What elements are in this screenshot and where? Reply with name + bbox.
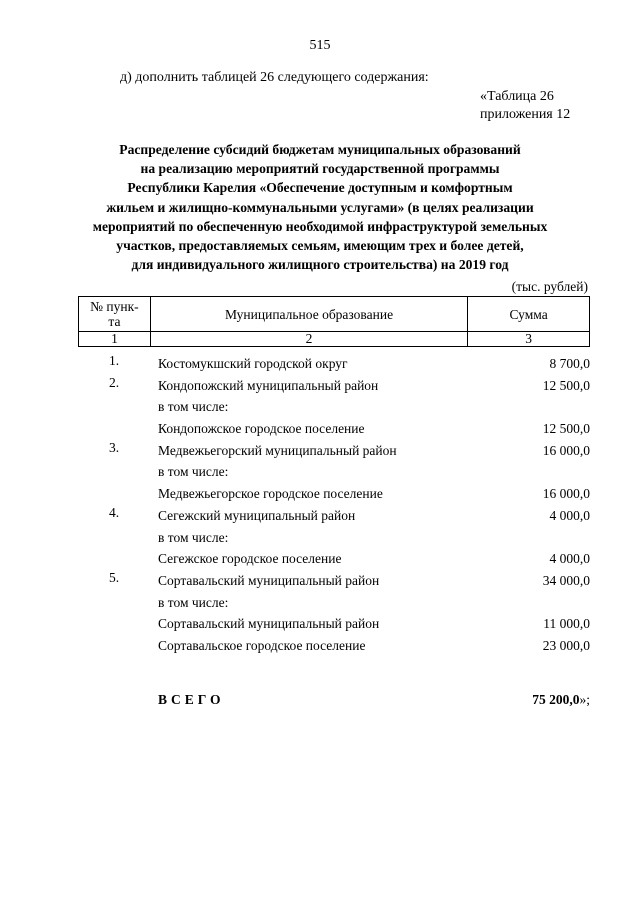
column-number-row: [79, 332, 590, 347]
table-row: [78, 526, 590, 548]
row-sum: 11 000,0: [543, 616, 590, 632]
row-sum: 8 700,0: [549, 356, 590, 371]
table-row: [78, 547, 590, 569]
row-sum: 4 000,0: [549, 551, 590, 567]
table-row: [78, 569, 590, 591]
units-label: (тыс. рублей): [511, 279, 588, 294]
total-label: ВСЕГО: [158, 692, 225, 707]
row-sum: 34 000,0: [542, 572, 590, 588]
row-sum: 4 000,0: [549, 507, 590, 523]
title-line: жильем и жилищно-коммунальными услугами» (в целях реализации: [106, 199, 534, 215]
row-sum: 12 500,0: [542, 421, 590, 437]
row-municipality: Медвежьегорский муниципальный район: [158, 442, 397, 458]
row-sum: 16 000,0: [542, 442, 590, 458]
page-number: 515: [309, 38, 331, 53]
column-number: 3: [468, 332, 590, 347]
table-header: [78, 296, 590, 347]
row-municipality: Сортавальское городское поселение: [158, 637, 366, 653]
row-municipality: в том числе:: [158, 399, 229, 415]
table-row: [78, 591, 590, 613]
table-row: [78, 439, 590, 461]
table-row: [78, 482, 590, 504]
table-reference-line: «Таблица 26: [480, 89, 554, 104]
table-row: [78, 460, 590, 482]
column-number: 2: [150, 332, 467, 347]
column-number: 1: [79, 332, 151, 347]
total-amount: 75 200,0: [532, 692, 580, 707]
table-reference-line: приложения 12: [480, 107, 571, 122]
document-title: [60, 140, 580, 274]
row-municipality: Сегежский муниципальный район: [158, 507, 356, 523]
title-line: мероприятий по обеспеченную необходимой инфраструктурой земельных: [92, 218, 548, 234]
table-row: [78, 352, 590, 374]
row-municipality: Медвежьегорское городское поселение: [158, 486, 383, 502]
header-item-number: № пунк- та: [79, 297, 151, 332]
total-suffix: »;: [579, 692, 590, 707]
row-sum: 12 500,0: [542, 377, 590, 393]
row-municipality: в том числе:: [158, 594, 229, 610]
row-municipality: Сегежское городское поселение: [158, 551, 342, 567]
row-sum: 23 000,0: [542, 637, 590, 653]
table-row: [78, 634, 590, 656]
title-line: для индивидуального жилищного строительства) на 2019 год: [131, 257, 509, 273]
table-row: [78, 374, 590, 396]
row-municipality: в том числе:: [158, 464, 229, 480]
row-number: 2.: [108, 374, 120, 390]
title-line: на реализацию мероприятий государственной программы: [140, 161, 500, 177]
table-row: [78, 395, 590, 417]
row-number: 1.: [108, 353, 120, 368]
row-municipality: Кондопожское городское поселение: [158, 421, 365, 437]
row-municipality: Сортавальский муниципальный район: [158, 616, 380, 632]
row-municipality: в том числе:: [158, 529, 229, 545]
intro-text: д) дополнить таблицей 26 следующего содержания:: [120, 70, 429, 85]
row-municipality: Костомукшский городской округ: [158, 356, 348, 371]
table-row: [78, 612, 590, 634]
table-body: [78, 352, 590, 656]
row-sum: 16 000,0: [542, 486, 590, 502]
header-row: [79, 297, 590, 332]
row-municipality: Сортавальский муниципальный район: [158, 572, 380, 588]
row-number: 4.: [108, 504, 120, 520]
row-number: 3.: [108, 439, 120, 455]
row-municipality: Кондопожский муниципальный район: [158, 377, 379, 393]
title-line: Распределение субсидий бюджетам муниципальных образований: [119, 142, 521, 157]
title-line: участков, предоставляемых семьям, имеющим трех и более детей,: [116, 238, 524, 254]
header-sum: Сумма: [468, 297, 590, 332]
table-row: [78, 417, 590, 439]
title-line: Республики Карелия «Обеспечение доступным и комфортным: [127, 180, 513, 196]
total-value: [532, 692, 590, 708]
table-reference: [480, 88, 570, 124]
table-row: [78, 504, 590, 526]
header-municipality: Муниципальное образование: [150, 297, 467, 332]
row-number: 5.: [108, 569, 120, 585]
